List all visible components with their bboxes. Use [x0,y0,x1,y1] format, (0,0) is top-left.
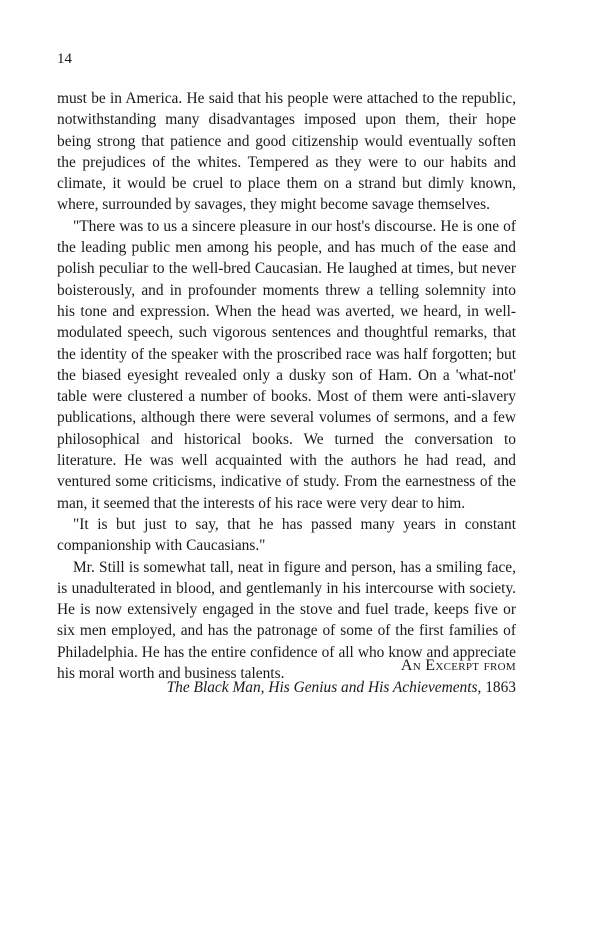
attribution-source [57,677,516,699]
paragraph-companionship: "It is but just to say, that he has passed many years in constant companionship with Caucasians." [57,515,516,555]
source-title: The Black Man, His Genius and His Achievements [166,679,478,696]
attribution [57,655,516,699]
paragraph-mr-still: Mr. Still is somewhat tall, neat in figure and person, has a smiling face, is unadulterated in blood, and gentlemanly in his intercourse with society. He is now extensively engaged in the stove and fuel trade, keeps five or six men employed, and has the patronage of some of the first families of Philadelphia. He has the entire confidence of all who know and appreciate his moral worth and business talents. [57,558,516,683]
attribution-heading: An Excerpt from [400,657,516,674]
source-year: , 1863 [477,679,516,696]
paragraph-host-discourse: "There was to us a sincere pleasure in our host's discourse. He is one of the leading public men among his people, and has much of the ease and polish peculiar to the well-bred Caucasian. He laughed at times, but never boisterously, and in profounder moments threw a telling solemnity into his tone and expression. When the head was averted, we heard, in well-modulated speech, such vigorous sentences and thoughtful remarks, that the identity of the speaker with the proscribed race was half forgotten; but the biased eyesight revealed only a dusky son of Ham. On a 'what-not' table were clustered a number of books. Most of them were anti-slavery publications, although there were several volumes of sermons, and a few philosophical and historical books. We turned the conversation to literature. He was well acquainted with the authors he had read, and ventured some criticisms, indicative of study. From the earnestness of the man, it seemed that the interests of his race were very dear to him. [57,217,516,512]
page-number: 14 [57,51,72,67]
paragraph-continuation: must be in America. He said that his people were attached to the republic, notwithstanding many disadvantages imposed upon them, their hope being strong that patience and good citizenship would eventually soften the prejudices of the whites. Tempered as they were to our habits and climate, it would be cruel to place them on a strand but dimly known, where, surrounded by savages, they might become savage themselves. [57,90,516,214]
body-text [57,88,516,684]
